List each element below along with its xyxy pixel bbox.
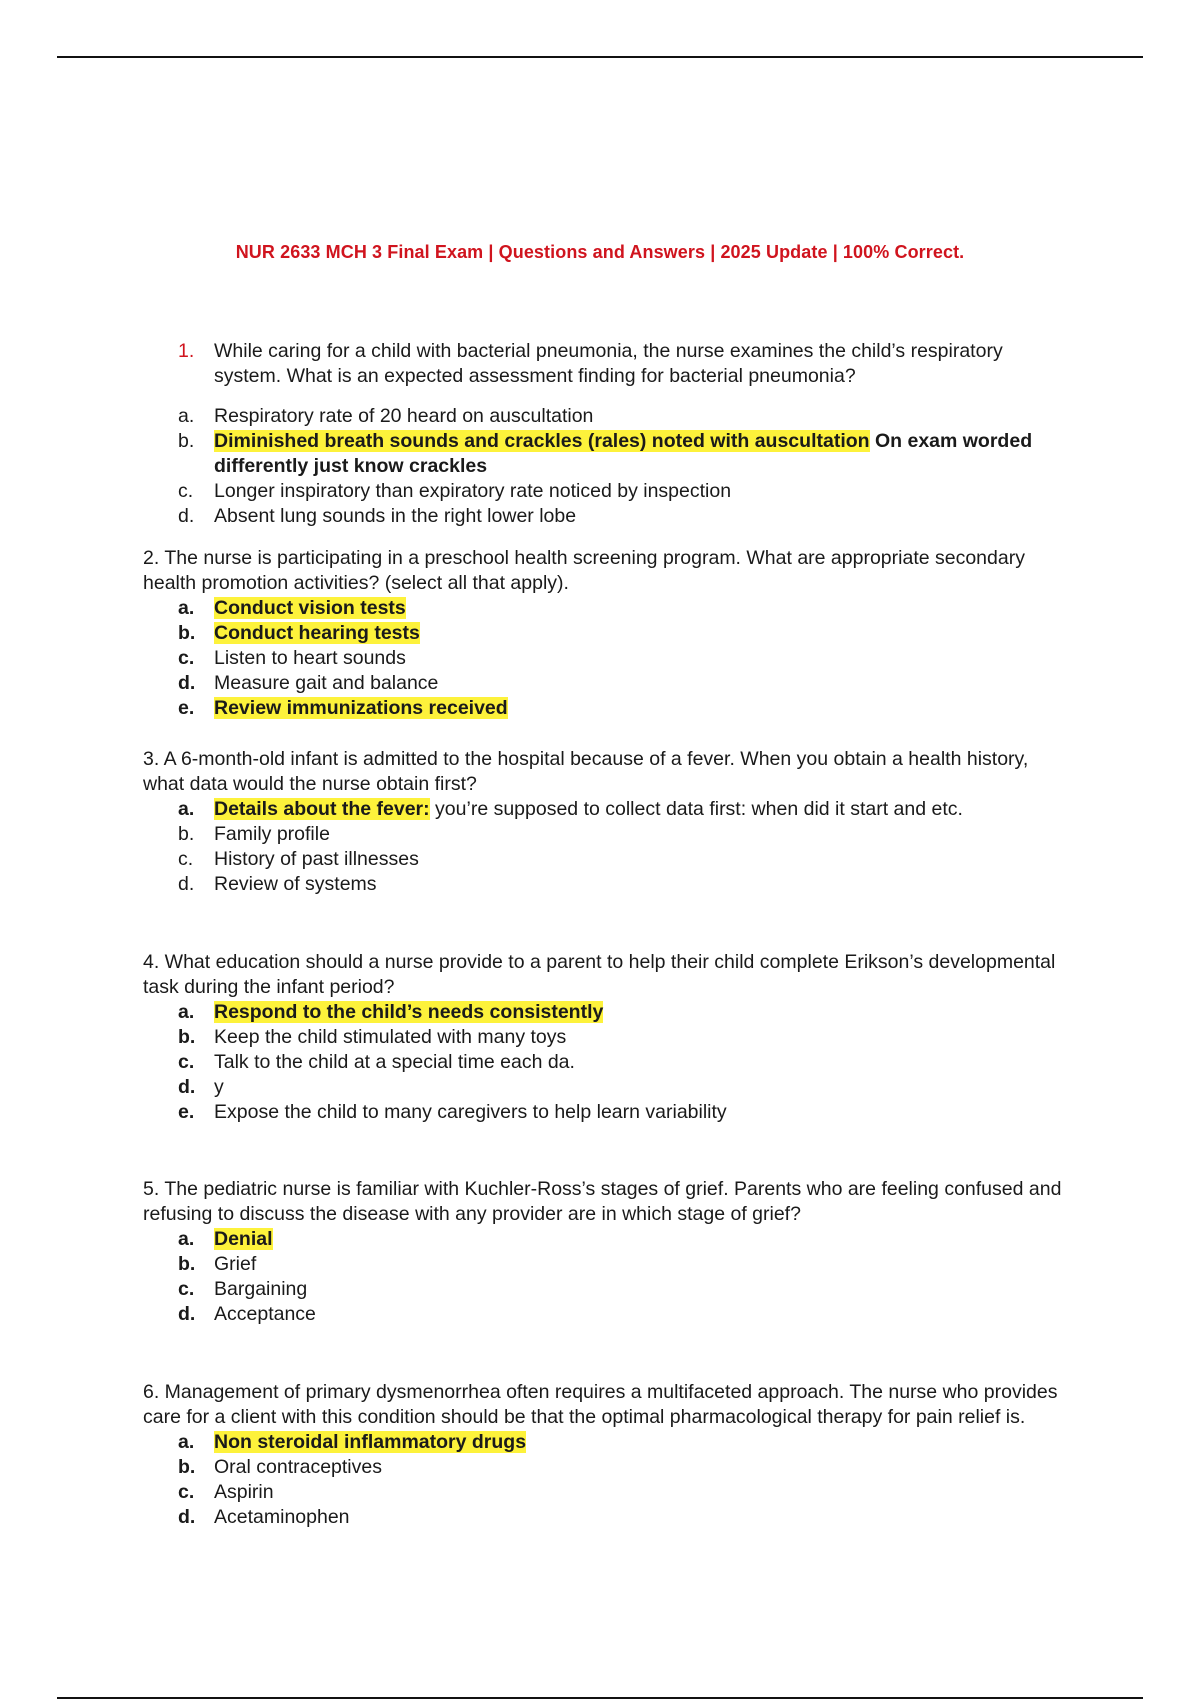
answer-options	[143, 404, 1063, 529]
document-title: NUR 2633 MCH 3 Final Exam | Questions and Answers | 2025 Update | 100% Correct.	[235, 242, 965, 262]
answer-option: c. Bargaining	[178, 1278, 308, 1300]
answer-option: c. Aspirin	[178, 1481, 274, 1503]
question-number: 1.	[178, 340, 195, 362]
question-2	[143, 546, 1063, 721]
answer-option: b. Family profile	[178, 823, 330, 845]
answer-option: d. Review of systems	[178, 873, 377, 895]
question-stem: 1. While caring for a child with bacterial pneumonia, the nurse examines the child’s respiratory system. What is an expected assessment finding for bacterial pneumonia?	[178, 340, 1003, 387]
question-stem: 2. The nurse is participating in a preschool health screening program. What are appropriate secondary health promotion activities? (select all that apply).	[143, 547, 1025, 594]
answer-note: On exam worded differently just know crackles	[214, 430, 1033, 477]
question-stem: 6. Management of primary dysmenorrhea often requires a multifaceted approach. The nurse who provides care for a client with this condition should be that the optimal pharmacological therapy for pain relief is.	[143, 1381, 1058, 1428]
answer-option: b. Grief	[178, 1253, 257, 1275]
question-3	[143, 747, 1063, 897]
answer-option: a. Respiratory rate of 20 heard on auscultation	[178, 405, 594, 427]
answer-option: c. History of past illnesses	[178, 848, 419, 870]
answer-option: c. Talk to the child at a special time each da.	[178, 1051, 575, 1073]
question-stem: 3. A 6-month-old infant is admitted to the hospital because of a fever. When you obtain a health history, what data would the nurse obtain first?	[143, 748, 1029, 795]
answer-option: d. Acceptance	[178, 1303, 316, 1325]
question-6	[143, 1380, 1063, 1530]
top-rule	[57, 56, 1143, 58]
answer-options	[143, 1430, 1063, 1530]
answer-option: d. y	[178, 1076, 224, 1098]
answer-option-correct: a. Denial	[178, 1228, 273, 1250]
answer-option-correct: a. Non steroidal inflammatory drugs	[178, 1431, 527, 1453]
answer-option: b. Oral contraceptives	[178, 1456, 382, 1478]
answer-options	[143, 596, 1063, 721]
question-stem: 4. What education should a nurse provide to a parent to help their child complete Erikson’s developmental task during the infant period?	[143, 951, 1056, 998]
answer-option-correct: a. Respond to the child’s needs consistently	[178, 1001, 604, 1023]
answer-option-correct: a. Details about the fever: you’re supposed to collect data first: when did it start and etc.	[178, 798, 963, 820]
answer-highlight: Diminished breath sounds and crackles (rales) noted with auscultation	[214, 430, 870, 452]
answer-options	[143, 1000, 1063, 1125]
answer-option-correct: b. Diminished breath sounds and crackles (rales) noted with auscultation On exam worded differently just know crackles	[178, 430, 1033, 477]
answer-options	[143, 797, 1063, 897]
question-5	[143, 1177, 1063, 1327]
answer-options	[143, 1227, 1063, 1327]
answer-option: d. Absent lung sounds in the right lower lobe	[178, 505, 577, 527]
answer-option-correct: b. Conduct hearing tests	[178, 622, 420, 644]
answer-option: c. Listen to heart sounds	[178, 647, 406, 669]
bottom-rule	[57, 1697, 1143, 1699]
question-4	[143, 950, 1063, 1125]
answer-option: d. Measure gait and balance	[178, 672, 439, 694]
question-1	[143, 339, 1063, 529]
answer-option: e. Expose the child to many caregivers to help learn variability	[178, 1101, 727, 1123]
answer-option: b. Keep the child stimulated with many toys	[178, 1026, 567, 1048]
answer-option-correct: e. Review immunizations received	[178, 697, 508, 719]
answer-option: c. Longer inspiratory than expiratory rate noticed by inspection	[178, 480, 732, 502]
answer-option-correct: a. Conduct vision tests	[178, 597, 406, 619]
question-stem: 5. The pediatric nurse is familiar with Kuchler-Ross’s stages of grief. Parents who are feeling confused and refusing to discuss the disease with any provider are in which stage of grief?	[143, 1178, 1062, 1225]
answer-option: d. Acetaminophen	[178, 1506, 350, 1528]
